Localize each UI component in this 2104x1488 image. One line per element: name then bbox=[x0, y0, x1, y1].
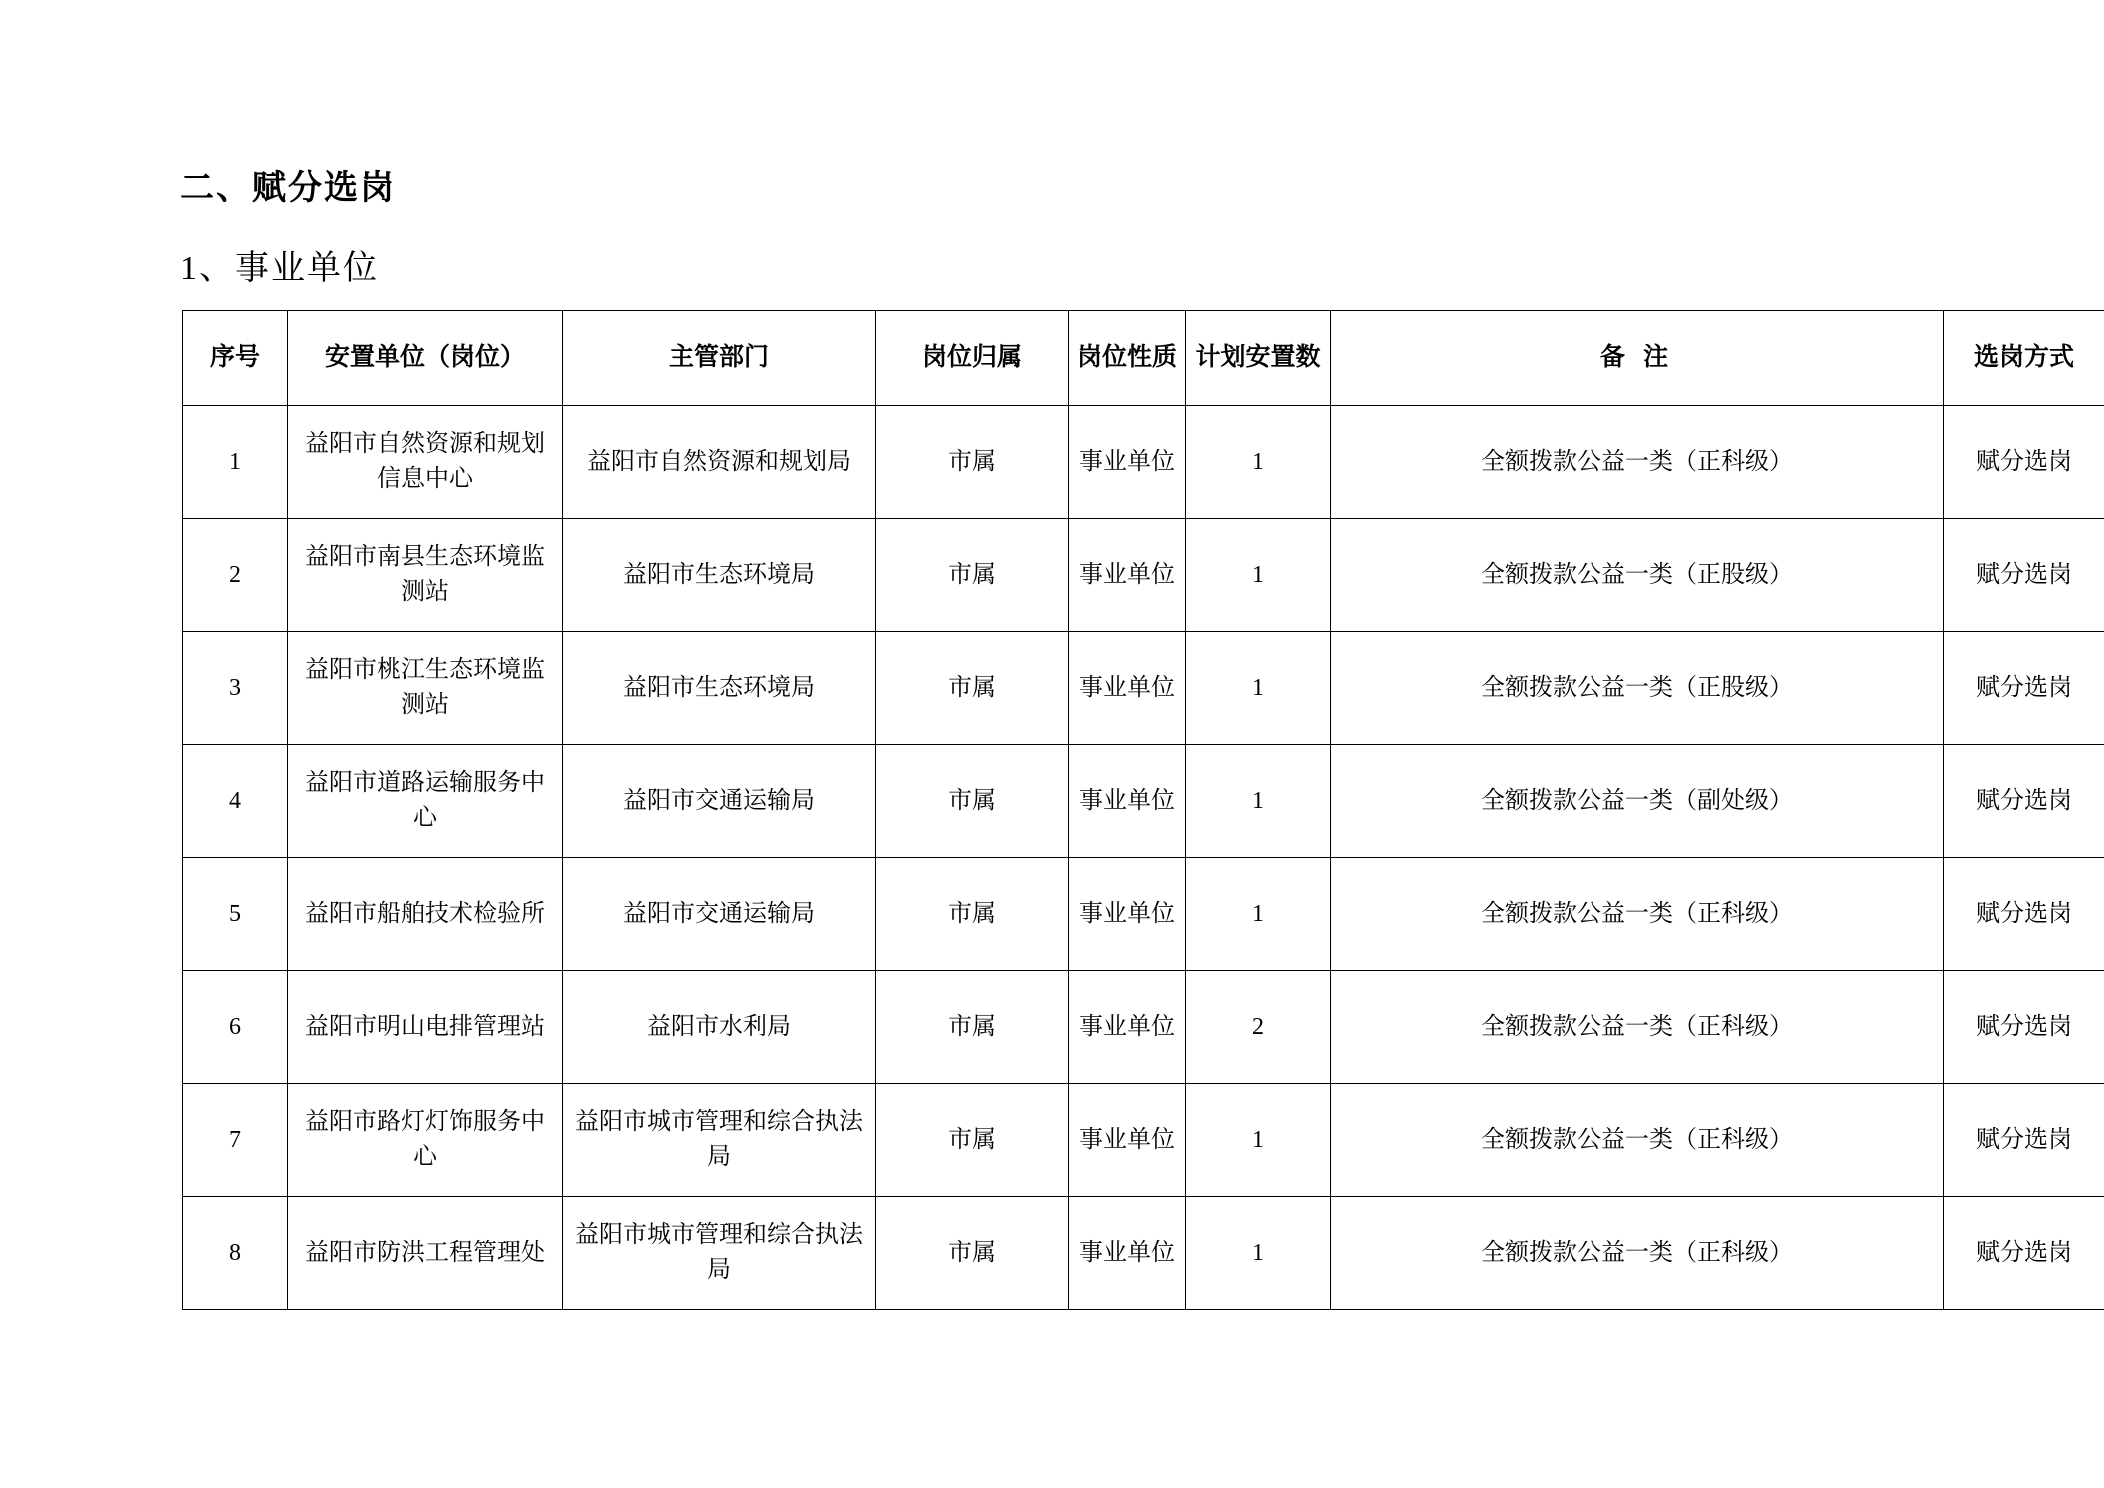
section-heading-level-2: 1、事业单位 bbox=[180, 250, 379, 287]
column-header-unit: 安置单位（岗位） bbox=[288, 311, 563, 406]
cell-dept: 益阳市生态环境局 bbox=[563, 519, 876, 632]
cell-nature: 事业单位 bbox=[1069, 1197, 1186, 1310]
cell-seq: 4 bbox=[183, 745, 288, 858]
cell-nature: 事业单位 bbox=[1069, 858, 1186, 971]
cell-seq: 7 bbox=[183, 1084, 288, 1197]
cell-count: 2 bbox=[1186, 971, 1331, 1084]
cell-nature: 事业单位 bbox=[1069, 1084, 1186, 1197]
cell-count: 1 bbox=[1186, 519, 1331, 632]
column-header-seq: 序号 bbox=[183, 311, 288, 406]
cell-remark: 全额拨款公益一类（正股级） bbox=[1331, 519, 1944, 632]
cell-method: 赋分选岗 bbox=[1944, 971, 2104, 1084]
table-row bbox=[183, 519, 2104, 632]
cell-remark: 全额拨款公益一类（正科级） bbox=[1331, 858, 1944, 971]
cell-belong: 市属 bbox=[876, 632, 1069, 745]
column-header-count: 计划安置数 bbox=[1186, 311, 1331, 406]
section-heading-level-1: 二、赋分选岗 bbox=[180, 170, 396, 207]
table-row bbox=[183, 858, 2104, 971]
cell-unit: 益阳市道路运输服务中心 bbox=[288, 745, 563, 858]
cell-remark: 全额拨款公益一类（副处级） bbox=[1331, 745, 1944, 858]
cell-unit: 益阳市自然资源和规划信息中心 bbox=[288, 406, 563, 519]
placement-table bbox=[182, 310, 2104, 1310]
table-body bbox=[183, 406, 2104, 1310]
column-header-remark: 备 注 bbox=[1331, 311, 1944, 406]
cell-method: 赋分选岗 bbox=[1944, 519, 2104, 632]
table-row bbox=[183, 971, 2104, 1084]
table-row bbox=[183, 1084, 2104, 1197]
cell-remark: 全额拨款公益一类（正科级） bbox=[1331, 1197, 1944, 1310]
cell-count: 1 bbox=[1186, 745, 1331, 858]
cell-method: 赋分选岗 bbox=[1944, 858, 2104, 971]
cell-remark: 全额拨款公益一类（正科级） bbox=[1331, 971, 1944, 1084]
cell-nature: 事业单位 bbox=[1069, 745, 1186, 858]
placement-table-container bbox=[182, 310, 2074, 1310]
cell-unit: 益阳市明山电排管理站 bbox=[288, 971, 563, 1084]
cell-dept: 益阳市城市管理和综合执法局 bbox=[563, 1197, 876, 1310]
cell-belong: 市属 bbox=[876, 858, 1069, 971]
table-row bbox=[183, 632, 2104, 745]
table-row bbox=[183, 745, 2104, 858]
cell-seq: 2 bbox=[183, 519, 288, 632]
cell-unit: 益阳市桃江生态环境监测站 bbox=[288, 632, 563, 745]
cell-method: 赋分选岗 bbox=[1944, 632, 2104, 745]
table-header bbox=[183, 311, 2104, 406]
cell-dept: 益阳市交通运输局 bbox=[563, 745, 876, 858]
cell-unit: 益阳市路灯灯饰服务中心 bbox=[288, 1084, 563, 1197]
cell-nature: 事业单位 bbox=[1069, 519, 1186, 632]
cell-belong: 市属 bbox=[876, 1197, 1069, 1310]
cell-nature: 事业单位 bbox=[1069, 632, 1186, 745]
cell-seq: 8 bbox=[183, 1197, 288, 1310]
cell-seq: 5 bbox=[183, 858, 288, 971]
cell-count: 1 bbox=[1186, 858, 1331, 971]
cell-dept: 益阳市自然资源和规划局 bbox=[563, 406, 876, 519]
cell-count: 1 bbox=[1186, 1084, 1331, 1197]
cell-belong: 市属 bbox=[876, 745, 1069, 858]
cell-belong: 市属 bbox=[876, 406, 1069, 519]
cell-remark: 全额拨款公益一类（正科级） bbox=[1331, 1084, 1944, 1197]
cell-remark: 全额拨款公益一类（正股级） bbox=[1331, 632, 1944, 745]
cell-seq: 6 bbox=[183, 971, 288, 1084]
cell-dept: 益阳市交通运输局 bbox=[563, 858, 876, 971]
column-header-dept: 主管部门 bbox=[563, 311, 876, 406]
cell-count: 1 bbox=[1186, 1197, 1331, 1310]
column-header-belong: 岗位归属 bbox=[876, 311, 1069, 406]
cell-count: 1 bbox=[1186, 632, 1331, 745]
cell-dept: 益阳市城市管理和综合执法局 bbox=[563, 1084, 876, 1197]
table-header-row bbox=[183, 311, 2104, 406]
cell-count: 1 bbox=[1186, 406, 1331, 519]
cell-method: 赋分选岗 bbox=[1944, 1084, 2104, 1197]
cell-method: 赋分选岗 bbox=[1944, 406, 2104, 519]
cell-dept: 益阳市生态环境局 bbox=[563, 632, 876, 745]
table-row bbox=[183, 406, 2104, 519]
cell-unit: 益阳市南县生态环境监测站 bbox=[288, 519, 563, 632]
cell-seq: 3 bbox=[183, 632, 288, 745]
column-header-nature: 岗位性质 bbox=[1069, 311, 1186, 406]
cell-dept: 益阳市水利局 bbox=[563, 971, 876, 1084]
table-row bbox=[183, 1197, 2104, 1310]
cell-method: 赋分选岗 bbox=[1944, 745, 2104, 858]
cell-belong: 市属 bbox=[876, 971, 1069, 1084]
cell-unit: 益阳市防洪工程管理处 bbox=[288, 1197, 563, 1310]
cell-unit: 益阳市船舶技术检验所 bbox=[288, 858, 563, 971]
column-header-method: 选岗方式 bbox=[1944, 311, 2104, 406]
cell-method: 赋分选岗 bbox=[1944, 1197, 2104, 1310]
cell-seq: 1 bbox=[183, 406, 288, 519]
cell-nature: 事业单位 bbox=[1069, 406, 1186, 519]
cell-belong: 市属 bbox=[876, 1084, 1069, 1197]
cell-nature: 事业单位 bbox=[1069, 971, 1186, 1084]
cell-remark: 全额拨款公益一类（正科级） bbox=[1331, 406, 1944, 519]
cell-belong: 市属 bbox=[876, 519, 1069, 632]
